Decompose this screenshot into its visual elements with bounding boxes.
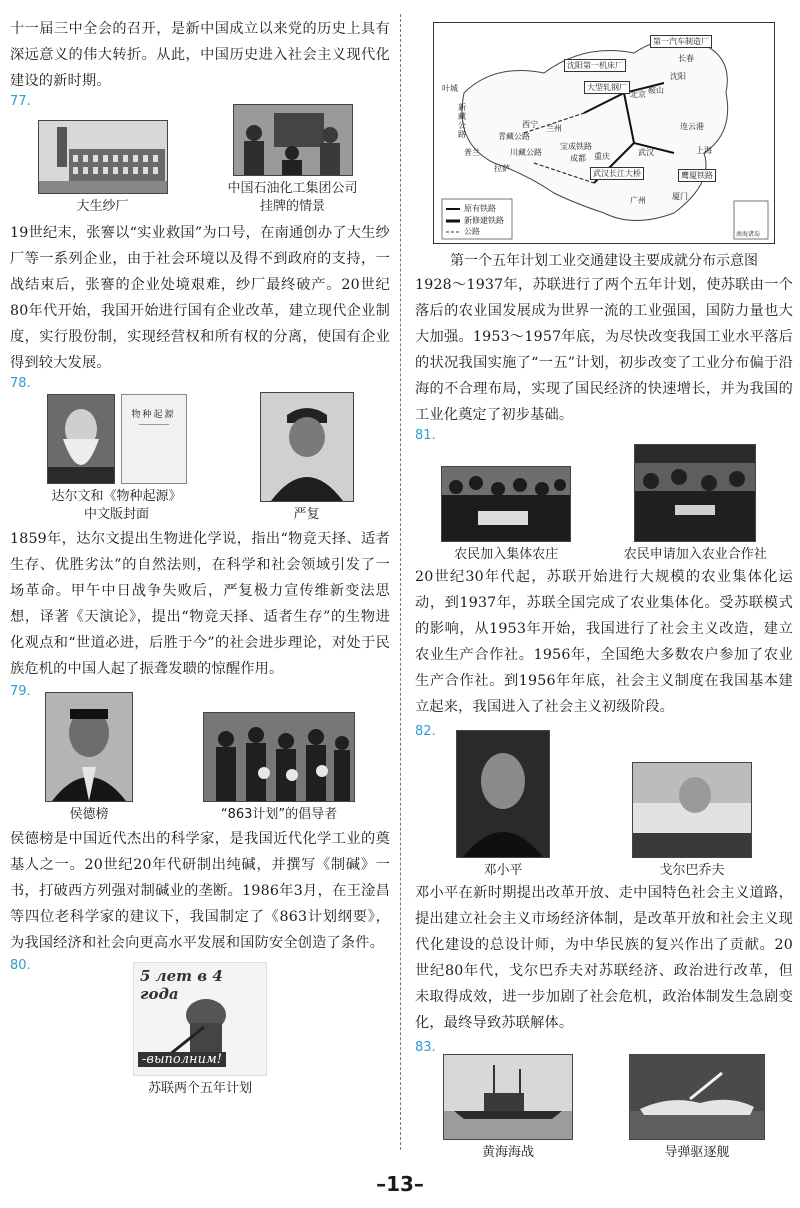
map-legend-item: 原有铁路 <box>464 204 496 213</box>
map-legend-item: 新修建铁路 <box>464 216 504 225</box>
figure-destroyer <box>629 1054 765 1162</box>
dasheng-mill-photo <box>38 120 168 194</box>
figure-caption: 邓小平 <box>483 863 523 878</box>
figure-darwin <box>47 394 187 524</box>
map-label: 拉萨 <box>494 164 510 173</box>
item-81-text: 20世纪30年代起，苏联开始进行大规模的农业集体化运动，到1937年，苏联全国完成了农业集体化。受苏联模式的影响，从1953年开始，我国进行了社会主义改造，建立农业生产合作社。1956年，全国绝大多数农户参加了农业生产合作社。到1956年年底，社会主义制度在我国基本建立起来，我国进入了社会主义初级阶段。 <box>415 569 793 715</box>
figure-caption: 农民申请加入农业合作社 <box>623 547 767 562</box>
figure-gorbachev <box>632 762 752 880</box>
figure-yanfu <box>260 392 354 524</box>
map-label: 武汉长江大桥 <box>590 167 644 180</box>
item-83 <box>415 1040 793 1162</box>
figure-caption: “863计划”的倡导者 <box>220 807 338 822</box>
left-column <box>10 16 390 1098</box>
item-77 <box>10 94 390 376</box>
item-number: 79. <box>10 684 31 699</box>
figure-collective-farm <box>441 466 571 564</box>
item-number: 78. <box>10 376 31 391</box>
sinopec-photo <box>233 104 353 176</box>
map-label: 第一汽车制造厂 <box>650 35 712 48</box>
yanfu-portrait <box>260 392 354 502</box>
right-column <box>415 22 793 1162</box>
map-label: 北京 <box>630 90 646 99</box>
figure-yellow-sea-battle <box>443 1054 573 1162</box>
figure-caption: 苏联两个五年计划 <box>147 1081 252 1096</box>
item-79-text: 侯德榜是中国近代杰出的科学家，是我国近代化学工业的奠基人之一。20世纪20年代研制出纯碱，并撰写《制碱》一书，打破西方列强对制碱业的垄断。1986年3月，在王淦昌等四位老科学家的建议下，我国制定了《863计划纲要》，为我国经济和社会向更高水平发展和国防安全创造了条件。 <box>10 831 390 951</box>
gorbachev-photo <box>632 762 752 858</box>
map-label: 长春 <box>678 54 694 63</box>
destroyer-photo <box>629 1054 765 1140</box>
figure-soviet-poster <box>133 962 267 1098</box>
figure-caption: 导弹驱逐舰 <box>664 1145 730 1160</box>
intro-paragraph: 十一届三中全会的召开，是新中国成立以来党的历史上具有深远意义的伟大转折。从此，中国历史进入社会主义现代化建设的新时期。 <box>10 21 390 89</box>
item-80 <box>10 958 390 1098</box>
origin-of-species-cover <box>121 394 187 484</box>
figure-caption: 大生纱厂 <box>76 199 129 214</box>
map-label: 厦门 <box>672 192 688 201</box>
figure-863 <box>203 712 355 824</box>
warship-photo <box>443 1054 573 1140</box>
item-number: 81. <box>415 428 436 443</box>
item-81 <box>415 428 793 720</box>
map-label: 鹰厦铁路 <box>678 169 716 182</box>
soviet-poster <box>133 962 267 1076</box>
book-title: 物种起源 <box>131 410 176 420</box>
figure-caption: 达尔文和《物种起源》中文版封面 <box>51 489 182 522</box>
map-label: 成都 <box>570 154 586 163</box>
darwin-portrait <box>47 394 115 484</box>
figure-caption: 农民加入集体农庄 <box>454 547 559 562</box>
map-label: 武汉 <box>638 148 654 157</box>
poster-bottom-text: -выполним! <box>138 1052 226 1067</box>
houdebang-portrait <box>45 692 133 802</box>
item-79 <box>10 684 390 956</box>
cooperative-photo <box>634 444 756 542</box>
map-label: 青藏公路 <box>498 132 530 141</box>
figure-dengxiaoping <box>456 730 550 880</box>
item-number: 82. <box>415 724 436 739</box>
item-77-text: 19世纪末，张謇以“实业救国”为口号，在南通创办了大生纱厂等一系列企业，由于社会环境以及得不到政府的支持，一战结束后，张謇的企业处境艰难，纱厂最终破产。20世纪80年代开始，我国开始进行国有企业改革，建立现代企业制度，实行股份制，实现经营权和所有权的分离，使国有企业得到较大发展。 <box>10 225 390 371</box>
item-78-text: 1859年，达尔文提出生物进化学说，指出“物竞天择、适者生存、优胜劣汰”的自然法则，在科学和社会领域引发了一场革命。甲午中日战争失败后，严复极力宣传维新变法思想，译著《天演论》，提出“物竞天择、适者生存”的生物进化观点和“世道必进，后胜于今”的社会进步理论，对处于民族危机的中国人起了振聋发聩的惊醒作用。 <box>10 531 390 677</box>
figure-caption: 黄海海战 <box>481 1145 534 1160</box>
item-number: 77. <box>10 94 31 109</box>
dengxiaoping-portrait <box>456 730 550 858</box>
figure-houdebang <box>45 692 133 824</box>
map-label: 重庆 <box>594 152 610 161</box>
figure-sinopec <box>223 104 363 216</box>
map-label: 宝成铁路 <box>560 142 592 151</box>
page-number: –13– <box>376 1172 424 1196</box>
map-label: 上海 <box>696 146 712 155</box>
map-label: 沈阳第一机床厂 <box>564 59 626 72</box>
map-label: 沈阳 <box>670 72 686 81</box>
item-82-text: 邓小平在新时期提出改革开放、走中国特色社会主义道路，提出建立社会主义市场经济体制，是改革开放和社会主义现代化建设的总设计师，为中华民族的复兴作出了贡献。20世纪80年代，戈尔巴乔夫对苏联经济、政治进行改革，但未取得成效，进一步加剧了社会危机，政治体制发生急剧变化，最终导致苏联解体。 <box>415 885 793 1031</box>
map-label: 西宁 <box>522 120 538 129</box>
figure-caption: 戈尔巴乔夫 <box>659 863 725 878</box>
figure-caption: 侯德榜 <box>69 807 109 822</box>
poster-slogan: 5 лет в 4 года <box>140 967 223 1003</box>
five-year-plan-map <box>433 22 775 244</box>
figure-caption: 中国石油化工集团公司挂牌的情景 <box>227 181 358 214</box>
map-label: 大型轧钢厂 <box>584 81 630 94</box>
item-number: 83. <box>415 1040 436 1055</box>
column-divider <box>400 14 401 1150</box>
map-label: 鞍山 <box>648 86 664 95</box>
map-label: 连云港 <box>680 122 704 131</box>
figure-dasheng-mill <box>38 120 168 216</box>
item-number: 80. <box>10 958 31 973</box>
collective-farm-photo <box>441 466 571 542</box>
map-label: 南海诸岛 <box>736 231 761 238</box>
map-label: 普兰 <box>464 148 480 157</box>
item-82 <box>415 724 793 1036</box>
map-caption: 第一个五年计划工业交通建设主要成就分布示意图 <box>450 253 758 269</box>
figure-cooperative <box>624 444 767 564</box>
map-label: 新藏公路 <box>458 103 466 139</box>
map-label: 川藏公路 <box>510 148 542 157</box>
map-label: 叶城 <box>442 84 458 93</box>
item-78 <box>10 376 390 682</box>
map-legend-item: 公路 <box>464 227 480 236</box>
figure-caption: 严复 <box>293 507 320 522</box>
map-label: 广州 <box>630 196 646 205</box>
map-label: 兰州 <box>546 124 562 133</box>
item-80-text: 1928～1937年，苏联进行了两个五年计划，使苏联由一个落后的农业国发展成为世界一流的工业强国，国防力量也大大加强。1953～1957年底，为尽快改变我国工业水平落后的状况我国实施了“一五”计划，初步改变了工业分布偏于沿海的不合理布局，实现了国民经济的快速增长，并为我国的工业化奠定了初步基础。 <box>415 277 793 423</box>
scientists-photo <box>203 712 355 802</box>
